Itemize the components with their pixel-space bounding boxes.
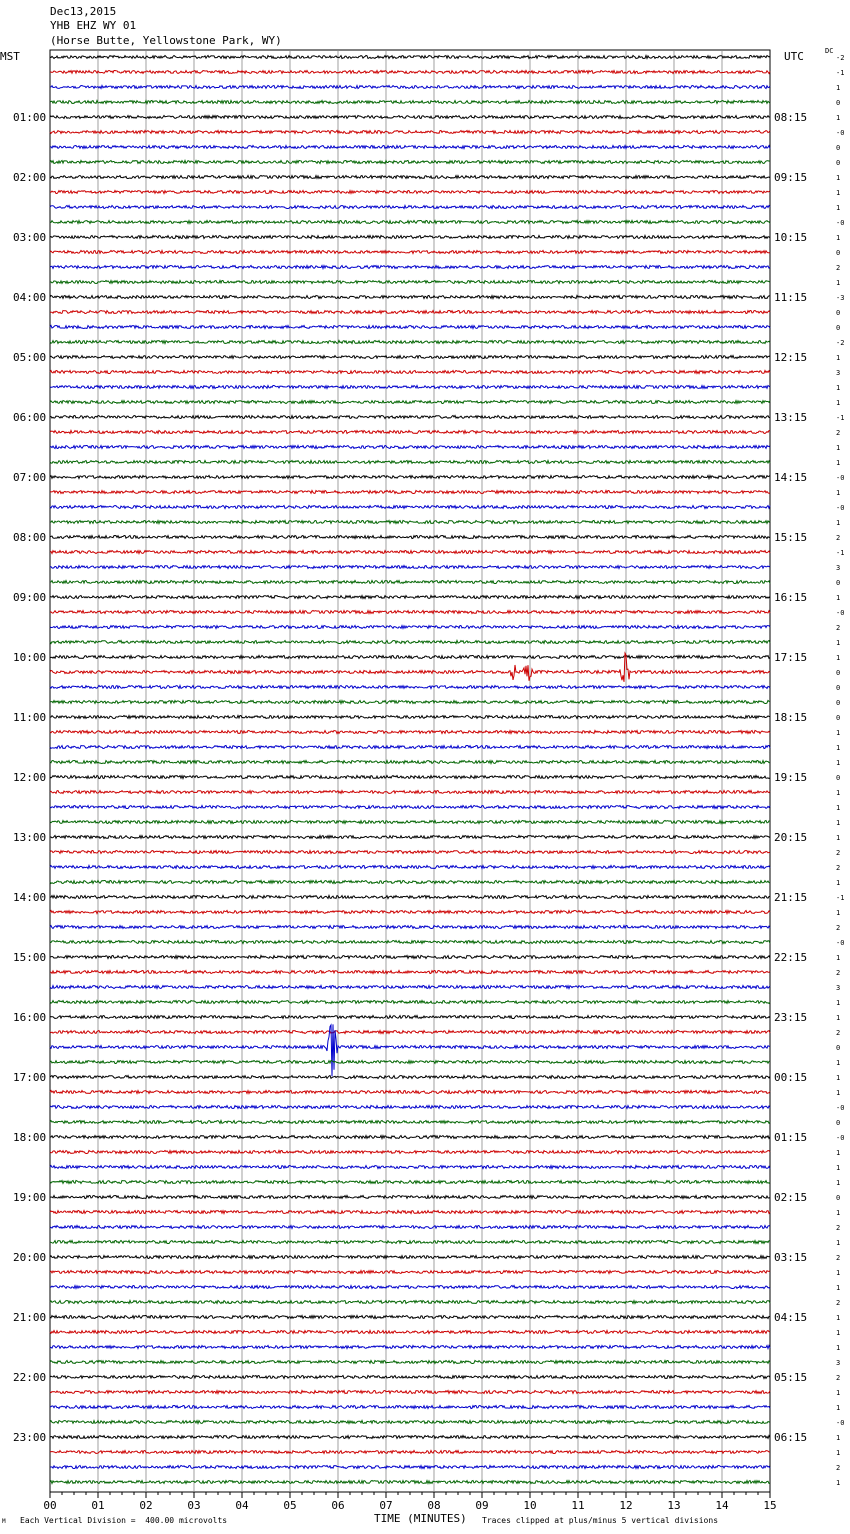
left-hour-label: 08:00: [13, 531, 47, 544]
dc-offset-value: -0: [836, 609, 845, 617]
station-location: (Horse Butte, Yellowstone Park, WY): [50, 34, 282, 47]
dc-offset-value: -0: [836, 1104, 845, 1112]
dc-offset-value: -0: [836, 939, 845, 947]
dc-offset-value: 1: [836, 1164, 841, 1172]
trace-row: [50, 161, 770, 164]
trace-row: [50, 311, 770, 314]
dc-offset-value: -0: [836, 219, 845, 227]
dc-offset-value: 2: [836, 1254, 841, 1262]
dc-offset-value: 1: [836, 489, 841, 497]
left-hour-label: 17:00: [13, 1071, 47, 1084]
dc-offset-value: -3: [836, 294, 845, 302]
x-tick-label: 13: [667, 1499, 681, 1512]
left-hour-label: 22:00: [13, 1371, 47, 1384]
trace-row: [50, 86, 770, 89]
dc-offset-value: 2: [836, 1464, 841, 1472]
trace-row: [50, 971, 770, 974]
trace-row: [50, 281, 770, 284]
dc-offset-value: 0: [836, 684, 841, 692]
dc-offset-value: 2: [836, 624, 841, 632]
right-hour-label: 14:15: [774, 471, 808, 484]
trace-row: [50, 701, 770, 704]
left-hour-label: 16:00: [13, 1011, 47, 1024]
trace-row: [50, 551, 770, 554]
trace-row: [50, 1271, 770, 1274]
trace-row: [50, 461, 770, 464]
dc-offset-value: 2: [836, 1374, 841, 1382]
left-hour-label: 05:00: [13, 351, 47, 364]
dc-offset-value: 1: [836, 879, 841, 887]
trace-row: [50, 1301, 770, 1304]
trace-row: [50, 356, 770, 359]
trace-row: [50, 1256, 770, 1259]
dc-offset-value: 1: [836, 729, 841, 737]
x-axis: [43, 1492, 776, 1512]
trace-row: [50, 191, 770, 194]
trace-row: [50, 896, 770, 899]
trace-row: [50, 236, 770, 239]
dc-offset-value: 1: [836, 114, 841, 122]
trace-row: [50, 206, 770, 209]
trace-row: [50, 731, 770, 734]
trace-row: [50, 656, 770, 659]
trace-row: [50, 1106, 770, 1109]
dc-offset-value: 0: [836, 249, 841, 257]
dc-offset-value: 1: [836, 384, 841, 392]
left-hour-label: 23:00: [13, 1431, 47, 1444]
trace-row: [50, 506, 770, 509]
left-hour-label: 15:00: [13, 951, 47, 964]
trace-row: [50, 1346, 770, 1349]
right-hour-label: 08:15: [774, 111, 808, 124]
right-hour-label: 12:15: [774, 351, 808, 364]
x-tick-label: 08: [427, 1499, 441, 1512]
trace-row: [50, 1151, 770, 1154]
dc-offset-value: 1: [836, 1074, 841, 1082]
trace-row: [50, 1436, 770, 1439]
x-tick-label: 03: [187, 1499, 201, 1512]
trace-row: [50, 1376, 770, 1379]
left-hour-label: 03:00: [13, 231, 47, 244]
dc-offset-value: 1: [836, 1239, 841, 1247]
x-tick-label: 15: [763, 1499, 777, 1512]
trace-row: [50, 176, 770, 179]
trace-row: [50, 791, 770, 794]
dc-offset-value: 1: [836, 744, 841, 752]
dc-offset-value: 1: [836, 204, 841, 212]
x-tick-label: 01: [91, 1499, 105, 1512]
right-hour-label: 09:15: [774, 171, 808, 184]
record-date: Dec13,2015: [50, 5, 117, 18]
dc-offset-value: 1: [836, 1284, 841, 1292]
x-tick-label: 09: [475, 1499, 489, 1512]
dc-offset-value: 1: [836, 279, 841, 287]
trace-row: [50, 926, 770, 929]
trace-row: [50, 1091, 770, 1094]
trace-row: [50, 851, 770, 854]
trace-row: [50, 1466, 770, 1469]
trace-series: [50, 56, 770, 1484]
dc-offset-value: 2: [836, 534, 841, 542]
dc-offset-value: 1: [836, 459, 841, 467]
x-tick-label: 00: [43, 1499, 57, 1512]
left-hour-label: 20:00: [13, 1251, 47, 1264]
x-tick-label: 14: [715, 1499, 729, 1512]
trace-row: [50, 131, 770, 134]
trace-row: [50, 1361, 770, 1364]
trace-row: [50, 1016, 770, 1019]
trace-row: [50, 1061, 770, 1064]
trace-row: [50, 881, 770, 884]
x-tick-label: 10: [523, 1499, 537, 1512]
dc-offset-value: -0: [836, 1419, 845, 1427]
dc-offset-value: 1: [836, 759, 841, 767]
dc-offset-value: 2: [836, 969, 841, 977]
dc-offset-value: 1: [836, 1314, 841, 1322]
x-tick-label: 02: [139, 1499, 153, 1512]
dc-offset-value: 0: [836, 699, 841, 707]
dc-offset-value: -0: [836, 1134, 845, 1142]
trace-row: [50, 1211, 770, 1214]
x-tick-label: 04: [235, 1499, 249, 1512]
trace-row: [50, 1076, 770, 1079]
dc-offset-value: 1: [836, 804, 841, 812]
dc-offset-value: -1: [836, 549, 845, 557]
dc-offset-value: 1: [836, 399, 841, 407]
dc-offset-value: 1: [836, 1014, 841, 1022]
dc-offset-value: 2: [836, 1029, 841, 1037]
trace-row: [50, 1181, 770, 1184]
dc-offset-value: 1: [836, 234, 841, 242]
trace-row: [50, 956, 770, 959]
left-hour-label: 12:00: [13, 771, 47, 784]
dc-offset-value: 2: [836, 924, 841, 932]
trace-row: [50, 296, 770, 299]
trace-row: [50, 1316, 770, 1319]
trace-row: [50, 1286, 770, 1289]
right-hour-label: 22:15: [774, 951, 808, 964]
dc-offset-value: 2: [836, 429, 841, 437]
dc-offset-value: -1: [836, 414, 845, 422]
trace-row: [50, 341, 770, 344]
dc-offset-value: 1: [836, 189, 841, 197]
trace-row: [50, 521, 770, 524]
right-hour-label: 18:15: [774, 711, 808, 724]
trace-row: [50, 326, 770, 329]
trace-row: [50, 611, 770, 614]
trace-row: [50, 746, 770, 749]
dc-offset-value: 2: [836, 864, 841, 872]
dc-offset-value: 1: [836, 1329, 841, 1337]
dc-offset-value: 3: [836, 1359, 841, 1367]
dc-offset-value: 1: [836, 819, 841, 827]
dc-offset-value: 0: [836, 579, 841, 587]
dc-offset-value: 1: [836, 639, 841, 647]
left-hour-label: 07:00: [13, 471, 47, 484]
dc-offset-value: 0: [836, 309, 841, 317]
x-tick-label: 05: [283, 1499, 297, 1512]
dc-offset-value: 1: [836, 909, 841, 917]
trace-row: [50, 1031, 770, 1034]
trace-row: [50, 1406, 770, 1409]
trace-row: [50, 371, 770, 374]
dc-offset-value: 1: [836, 789, 841, 797]
right-hour-label: 05:15: [774, 1371, 808, 1384]
dc-offset-value: 1: [836, 1449, 841, 1457]
clipping-note: Traces clipped at plus/minus 5 vertical divisions: [482, 1516, 719, 1525]
vertical-scale-note: Each Vertical Division = 400.00 microvolts: [20, 1516, 228, 1525]
right-hour-label: 23:15: [774, 1011, 808, 1024]
dc-offset-value: 2: [836, 849, 841, 857]
dc-offset-value: -2: [836, 54, 845, 62]
x-tick-label: 07: [379, 1499, 393, 1512]
trace-row: [50, 626, 770, 629]
right-hour-label: 04:15: [774, 1311, 808, 1324]
dc-offset-header: DC: [825, 47, 834, 55]
trace-row: [50, 836, 770, 839]
dc-offset-value: 1: [836, 1479, 841, 1487]
dc-offset-value: 1: [836, 1269, 841, 1277]
dc-offset-value: -1: [836, 894, 845, 902]
dc-offset-value: 1: [836, 999, 841, 1007]
x-tick-label: 06: [331, 1499, 345, 1512]
trace-row: [50, 1331, 770, 1334]
dc-offset-value: -0: [836, 474, 845, 482]
dc-offset-value: 1: [836, 1179, 841, 1187]
dc-offset-value: 3: [836, 369, 841, 377]
corner-mark: M: [2, 1518, 6, 1525]
trace-row: [50, 71, 770, 74]
trace-row: [50, 1391, 770, 1394]
dc-offset-value: -2: [836, 339, 845, 347]
dc-offset-value: 0: [836, 144, 841, 152]
dc-offset-value: 0: [836, 1194, 841, 1202]
dc-offset-value: 0: [836, 324, 841, 332]
trace-row: [50, 476, 770, 479]
left-hour-label: 06:00: [13, 411, 47, 424]
trace-row: [50, 1226, 770, 1229]
dc-offset-value: 1: [836, 654, 841, 662]
trace-row: [50, 596, 770, 599]
dc-offset-value: 0: [836, 774, 841, 782]
left-hour-label: 11:00: [13, 711, 47, 724]
x-tick-label: 11: [571, 1499, 585, 1512]
dc-offset-value: 0: [836, 159, 841, 167]
dc-offset-value: 1: [836, 1089, 841, 1097]
dc-offset-value: 1: [836, 1059, 841, 1067]
dc-offset-value: -0: [836, 504, 845, 512]
right-hour-label: 19:15: [774, 771, 808, 784]
right-hour-label: 17:15: [774, 651, 808, 664]
right-hour-label: 16:15: [774, 591, 808, 604]
trace-row: [50, 1421, 770, 1424]
right-hour-label: 21:15: [774, 891, 808, 904]
trace-row: [50, 491, 770, 494]
trace-row: [50, 446, 770, 449]
x-axis-title: TIME (MINUTES): [374, 1512, 467, 1525]
right-hour-label: 13:15: [774, 411, 808, 424]
trace-row: [50, 581, 770, 584]
dc-offset-value: 1: [836, 1209, 841, 1217]
left-hour-label: 02:00: [13, 171, 47, 184]
right-hour-label: 20:15: [774, 831, 808, 844]
dc-offset-value: 0: [836, 1119, 841, 1127]
trace-row: [50, 776, 770, 779]
dc-offset-value: 3: [836, 564, 841, 572]
trace-row: [50, 416, 770, 419]
trace-row: [50, 806, 770, 809]
trace-row: [50, 1196, 770, 1199]
right-hour-label: 11:15: [774, 291, 808, 304]
left-hour-label: 04:00: [13, 291, 47, 304]
trace-row: [50, 716, 770, 719]
left-hour-label: 21:00: [13, 1311, 47, 1324]
trace-row: [50, 821, 770, 824]
left-timezone-label: MST: [0, 50, 20, 63]
dc-offset-value: 1: [836, 594, 841, 602]
trace-row: [50, 251, 770, 254]
station-code: YHB EHZ WY 01: [50, 19, 137, 32]
trace-row: [50, 431, 770, 434]
dc-offset-value: 0: [836, 1044, 841, 1052]
trace-row: [50, 386, 770, 389]
left-hour-label: 01:00: [13, 111, 47, 124]
trace-row: [50, 986, 770, 989]
left-hour-label: 09:00: [13, 591, 47, 604]
right-hour-label: 15:15: [774, 531, 808, 544]
dc-offset-value: 1: [836, 1404, 841, 1412]
trace-row: [50, 1481, 770, 1484]
dc-offset-value: 0: [836, 669, 841, 677]
dc-offset-value: 1: [836, 1344, 841, 1352]
dc-offset-value: 1: [836, 1434, 841, 1442]
dc-offset-value: -1: [836, 69, 845, 77]
dc-offset-value: 2: [836, 1224, 841, 1232]
trace-row: [50, 56, 770, 59]
trace-row: [50, 101, 770, 104]
dc-offset-value: 1: [836, 174, 841, 182]
right-timezone-label: UTC: [784, 50, 804, 63]
dc-offset-value: 1: [836, 1389, 841, 1397]
right-hour-label: 10:15: [774, 231, 808, 244]
dc-offset-value: 0: [836, 714, 841, 722]
trace-row: [50, 536, 770, 539]
trace-row: [50, 1241, 770, 1244]
dc-offset-value: 1: [836, 834, 841, 842]
left-hour-label: 10:00: [13, 651, 47, 664]
trace-row: [50, 641, 770, 644]
trace-row: [50, 1451, 770, 1454]
dc-offset-value: 1: [836, 84, 841, 92]
dc-offset-value: 1: [836, 954, 841, 962]
trace-row: [50, 1001, 770, 1004]
trace-row: [50, 221, 770, 224]
trace-row: [50, 866, 770, 869]
right-hour-label: 02:15: [774, 1191, 808, 1204]
dc-offset-value: 3: [836, 984, 841, 992]
trace-row: [50, 266, 770, 269]
trace-row: [50, 146, 770, 149]
left-hour-label: 18:00: [13, 1131, 47, 1144]
dc-offset-value: 2: [836, 264, 841, 272]
x-tick-label: 12: [619, 1499, 633, 1512]
right-hour-label: 03:15: [774, 1251, 808, 1264]
dc-offset-value: 1: [836, 1149, 841, 1157]
trace-row: [50, 686, 770, 689]
left-hour-label: 13:00: [13, 831, 47, 844]
right-hour-label: 06:15: [774, 1431, 808, 1444]
right-hour-label: 00:15: [774, 1071, 808, 1084]
trace-row: [50, 941, 770, 944]
trace-row: [50, 1136, 770, 1139]
dc-offset-value: 1: [836, 519, 841, 527]
trace-row: [50, 1121, 770, 1124]
trace-row: [50, 911, 770, 914]
dc-offset-value: 2: [836, 1299, 841, 1307]
trace-row: [50, 761, 770, 764]
left-hour-label: 14:00: [13, 891, 47, 904]
dc-offset-value: 1: [836, 354, 841, 362]
dc-offset-value: 1: [836, 444, 841, 452]
right-hour-label: 01:15: [774, 1131, 808, 1144]
trace-row: [50, 401, 770, 404]
dc-offset-value: 0: [836, 99, 841, 107]
left-hour-label: 19:00: [13, 1191, 47, 1204]
trace-row: [50, 116, 770, 119]
trace-row: [50, 566, 770, 569]
dc-offset-value: -0: [836, 129, 845, 137]
trace-row: [50, 1166, 770, 1169]
